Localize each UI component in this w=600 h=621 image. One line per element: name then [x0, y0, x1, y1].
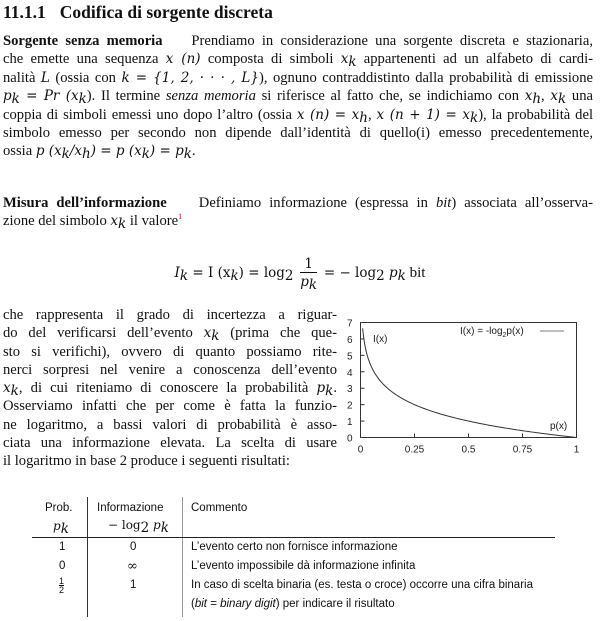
- svg-text:3: 3: [347, 384, 353, 396]
- para3-line: ne logaritmo, a bassi valori di probabilità è asso-: [3, 416, 337, 433]
- para2-line-1: Misura dell’informazione Definiamo informazione (espressa in bit) associata all’osserva-: [3, 195, 594, 211]
- svg-text:2: 2: [347, 400, 353, 412]
- para3-line: nerci sorpresi nel venire a conoscenza dell’evento: [3, 361, 337, 378]
- para3-line: Osserviamo infatti che per come è fatta la funzio-: [3, 398, 337, 415]
- cell-prob: 1: [59, 541, 66, 553]
- svg-text:5: 5: [347, 351, 353, 363]
- header-prob: Prob.: [45, 502, 73, 514]
- header-informazione: Informazione: [97, 502, 164, 514]
- svg-text:7: 7: [347, 318, 353, 330]
- svg-text:1: 1: [573, 444, 580, 456]
- cell-comment: L’evento certo non fornisce informazione: [191, 541, 398, 553]
- cell-info: 1: [130, 579, 137, 591]
- paragraph-sorgente-senza-memoria: [3, 32, 593, 161]
- para1-line-4: $p_k = Pr$ $(x_k)$. Il termine senza memoria si riferisce al fatto che, se indichiamo con $x_h$, $x_k$ una: [3, 88, 593, 108]
- information-chart: [340, 310, 600, 460]
- para1-line-7: ossia p $(x_k/x_h) = p$ $(x_k) = p_k$.: [3, 143, 196, 163]
- svg-text:0: 0: [347, 433, 353, 445]
- cell-comment-continued: (bit = binary digit) per indicare il risultato: [191, 598, 395, 610]
- header-prob-symbol: $p_k$: [53, 519, 69, 537]
- information-curve: [363, 328, 577, 437]
- cell-comment: In caso di scelta binaria (es. testa o croce) occorre una cifra binaria: [191, 579, 533, 591]
- cell-info-infinity: ∞: [127, 559, 138, 574]
- cell-prob: 0: [59, 560, 66, 572]
- para3-line: sto si verifichi), ovvero di quanto possiamo rite-: [3, 343, 337, 360]
- svg-text:0.75: 0.75: [512, 444, 533, 456]
- y-axis-ticks: [347, 319, 365, 445]
- cell-comment: L’evento impossibile dà informazione infinita: [191, 560, 416, 572]
- table-divider: [87, 497, 88, 617]
- para1-line-1: Sorgente senza memoria Prendiamo in considerazione una sorgente discreta e stazionaria,: [3, 33, 593, 49]
- paragraph-misura-informazione: [3, 194, 593, 231]
- information-equation: $I_k = I$ $(x_k) = \log_2$ $\frac{1}{p_k}$ = − $\log_2 p_k$ bit: [174, 256, 426, 293]
- paragraph-incertezza: [3, 306, 337, 471]
- y-inline-label: I(x): [373, 334, 388, 345]
- svg-text:4: 4: [347, 367, 353, 379]
- svg-text:0.5: 0.5: [461, 444, 476, 456]
- plot-frame: [361, 323, 577, 438]
- table-divider: [182, 497, 183, 617]
- para1-line-6: simbolo emesso per secondo non dipende dall’identità di quello(i) emesso precedentemente,: [3, 125, 593, 142]
- svg-text:0.25: 0.25: [404, 444, 425, 456]
- cell-prob-fraction: $\frac{1}{2}$: [59, 576, 65, 595]
- para2-line-2: zione del simbolo $x_k$ il valore$^1$: [3, 212, 183, 233]
- table-header-rule: [32, 537, 555, 538]
- chart-svg: [340, 310, 600, 460]
- section-title: [3, 2, 273, 23]
- para1-line-3: nalità L (ossia con k = {1, 2, · · · , L}), ognuno contraddistinto dalla probabilità di emissione: [3, 69, 593, 86]
- header-informazione-formula: − $\log_2 p_k$: [108, 518, 169, 536]
- legend-label: $I(x) = -\log_2p(x)$: [460, 326, 524, 339]
- cell-info: 0: [130, 541, 137, 553]
- paragraph-heading: Sorgente senza memoria: [3, 33, 163, 49]
- para1-line-2: che emette una sequenza x (n) composta di simboli $x_k$ appartenenti ad un alfabeto di cardi-: [3, 51, 593, 71]
- para1-line-5: coppia di simboli emessi uno dopo l’altro (ossia x $(n) = x_h$, x $(n + 1) = x_k$), la probabilità del: [3, 106, 594, 126]
- para3-line: che rappresenta il grado di incertezza a riguar-: [3, 307, 337, 323]
- paragraph-heading: Misura dell’informazione: [3, 195, 167, 211]
- fraction: $\frac{1}{p_k}$: [300, 256, 318, 293]
- para3-line: ciata una informazione elevata. La scelta di usare: [3, 435, 337, 452]
- section-number: 11.1.1: [3, 2, 46, 22]
- footnote-mark[interactable]: 1: [178, 212, 183, 222]
- svg-text:6: 6: [347, 334, 353, 346]
- x-axis-ticks: [358, 434, 580, 456]
- svg-text:0: 0: [357, 444, 364, 456]
- section-title-text: Codifica di sorgente discreta: [59, 2, 273, 22]
- header-commento: Commento: [191, 502, 248, 514]
- para3-line: do del verificarsi dell’evento $x_k$ (prima che que-: [3, 325, 338, 345]
- x-inline-label: p(x): [550, 421, 568, 432]
- para3-line: il logaritmo in base 2 produce i seguenti risultati:: [3, 453, 290, 470]
- para3-line: $x_k$, di cui riteniamo di conoscere la probabilità $p_k$.: [3, 380, 337, 400]
- svg-text:1: 1: [347, 417, 353, 429]
